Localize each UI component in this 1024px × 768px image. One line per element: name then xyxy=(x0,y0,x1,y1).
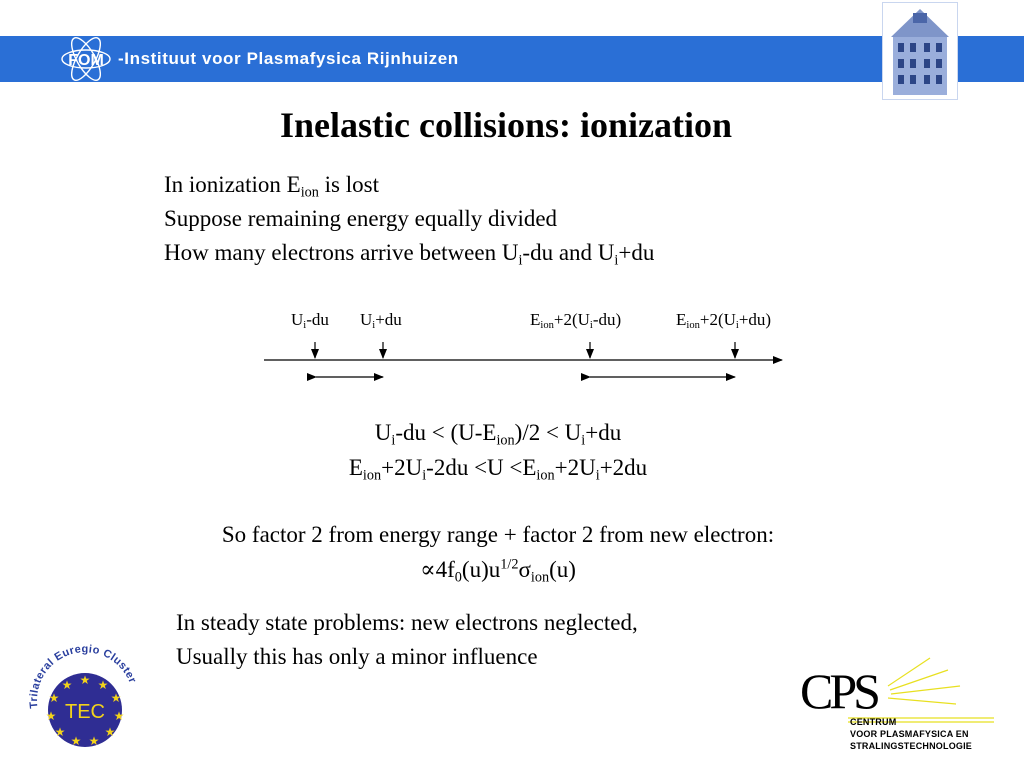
label-ui-minus-du: $U_i-du$ xyxy=(291,310,329,332)
factor-line-1: So factor 2 from energy range + factor 2 from new electron: xyxy=(221,522,775,547)
cps-logo-text xyxy=(850,716,972,752)
svg-text:★: ★ xyxy=(88,734,100,748)
fom-logo-text: FOM xyxy=(68,52,104,69)
tec-center-text: TEC xyxy=(65,701,105,723)
svg-text:★: ★ xyxy=(79,673,91,687)
cps-line-3: STRALINGSTECHNOLOGIE xyxy=(850,741,973,751)
label-eion-2-ui-plus-du: $E_{ion}+2(U_i+du)$ xyxy=(676,310,772,332)
equation-2: $E_{ion}+2U_i-2du <U <E_{ion}+2U_i+2du$ xyxy=(348,455,648,484)
svg-text:★: ★ xyxy=(110,691,122,705)
svg-text:★: ★ xyxy=(54,725,66,739)
svg-text:★: ★ xyxy=(61,678,73,692)
equation-1: $U_i-du < (U-E_{ion})/2 < U_i+du$ xyxy=(374,420,622,449)
tec-logo xyxy=(22,634,146,758)
steady-line-1: In steady state problems: new electrons neglected, xyxy=(176,610,638,635)
label-eion-2-ui-minus-du: $E_{ion}+2(U_i-du)$ xyxy=(530,310,622,332)
svg-text:★: ★ xyxy=(45,709,57,723)
slide-title: Inelastic collisions: ionization xyxy=(279,105,733,145)
label-ui-plus-du: $U_i+du$ xyxy=(360,310,402,332)
tec-ring-text: Trilateral Euregio Cluster xyxy=(27,643,139,710)
cps-line-2: VOOR PLASMAFYSICA EN xyxy=(850,729,969,739)
intro-line-1: In ionization $E_{ion}$ is lost xyxy=(164,172,379,201)
svg-text:★: ★ xyxy=(113,709,125,723)
factor-line-2: $\propto 4f_0(u)u^{1/2}\sigma_{ion}(u)$ xyxy=(420,556,576,586)
steady-line-2: Usually this has only a minor influence xyxy=(176,644,538,669)
intro-line-2: Suppose remaining energy equally divided xyxy=(164,206,558,231)
cps-line-1: CENTRUM xyxy=(850,717,897,727)
institute-name: -Instituut voor Plasmafysica Rijnhuizen xyxy=(118,49,459,68)
svg-text:★: ★ xyxy=(97,678,109,692)
cps-mark-text: CPS xyxy=(800,663,877,719)
svg-text:★: ★ xyxy=(48,691,60,705)
intro-line-3: How many electrons arrive between $U_i-du$ and $U_i+du$ xyxy=(164,240,655,269)
svg-text:★: ★ xyxy=(70,734,82,748)
svg-text:★: ★ xyxy=(104,725,116,739)
